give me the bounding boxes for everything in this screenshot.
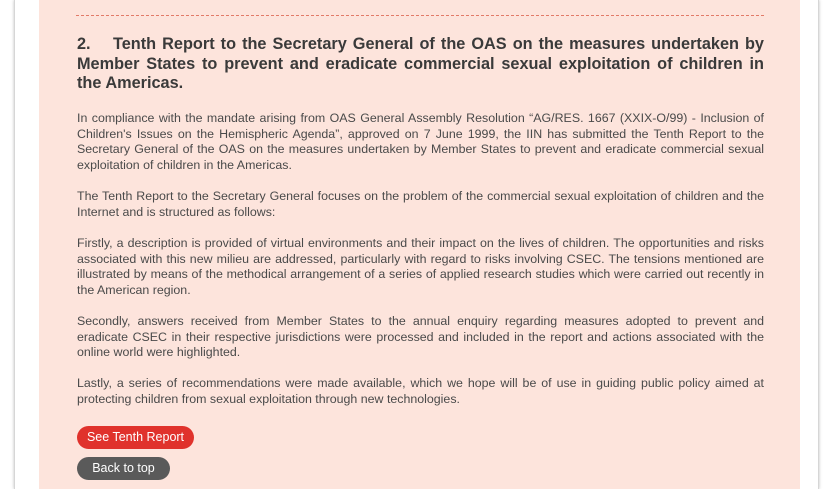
paragraph-focus: The Tenth Report to the Secretary General focuses on the problem of the commercial sexual exploitation of children and the Internet and is structured as follows: bbox=[77, 189, 764, 219]
section-title: Tenth Report to the Secretary General of the OAS on the measures undertaken by Member States to prevent and eradicate commercial sexual exploitation of children in the Americas. bbox=[77, 35, 764, 92]
back-to-top-button[interactable]: Back to top bbox=[77, 457, 170, 480]
section-number: 2. bbox=[77, 35, 91, 53]
paragraph-firstly: Firstly, a description is provided of virtual environments and their impact on the lives of children. The opportunities and risks associated with this new milieu are addressed, particularly with regard to risks involving CSEC. The tensions mentioned are illustrated by means of the methodical arrangement of a series of applied research studies which were carried out recently in the American region. bbox=[77, 236, 764, 297]
paragraph-secondly: Secondly, answers received from Member States to the annual enquiry regarding measures adopted to prevent and eradicate CSEC in their respective jurisdictions were processed and included in the report and actions associated with the online world were highlighted. bbox=[77, 314, 764, 359]
paragraph-lastly: Lastly, a series of recommendations were made available, which we hope will be of use in guiding public policy aimed at protecting children from sexual exploitation through new technologies. bbox=[77, 376, 764, 406]
section-heading bbox=[77, 35, 764, 94]
paragraph-mandate: In compliance with the mandate arising from OAS General Assembly Resolution “AG/RES. 1667 (XXIX-O/99) - Inclusion of Children's Issues on the Hemispheric Agenda”, approved on 7 June 1999, the IIN has submitted the Tenth Report to the Secretary General of the OAS on the measures undertaken by Member States to prevent and eradicate commercial sexual exploitation of children in the Americas. bbox=[77, 111, 764, 172]
see-tenth-report-button[interactable]: See Tenth Report bbox=[77, 426, 194, 449]
dashed-divider bbox=[76, 15, 764, 16]
